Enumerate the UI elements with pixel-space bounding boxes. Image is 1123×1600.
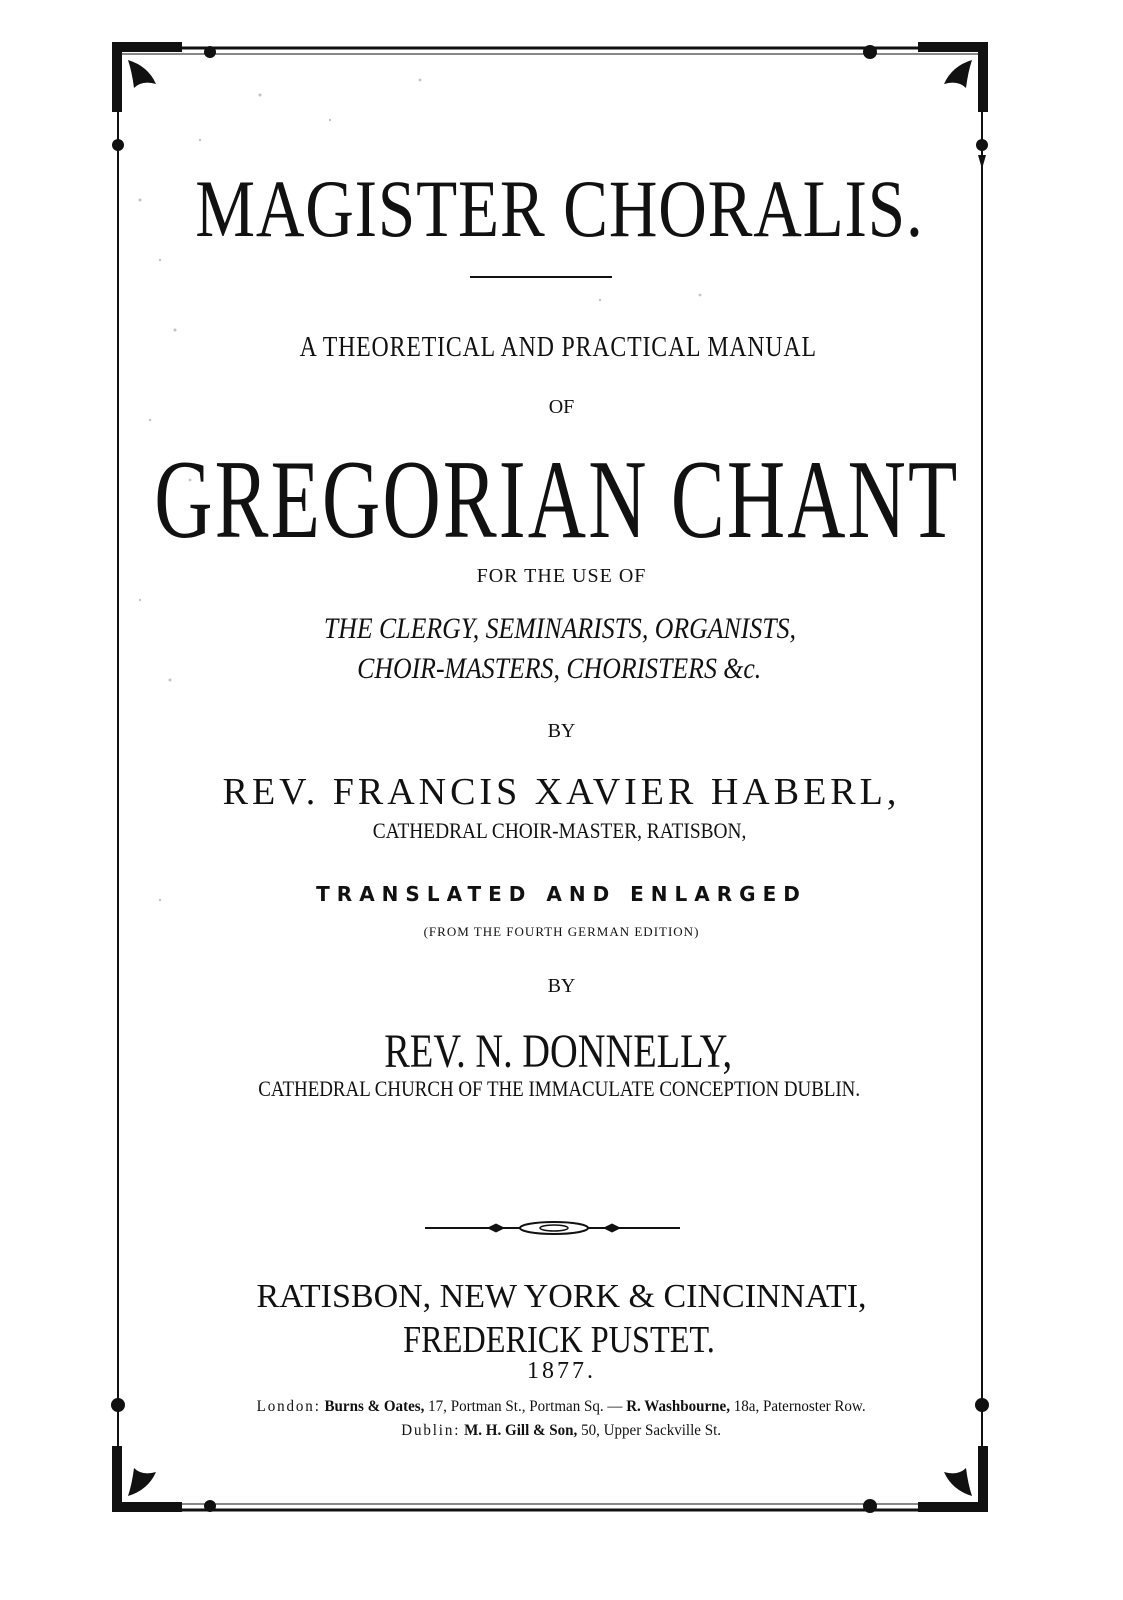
by-translator: BY: [547, 975, 576, 997]
imprint-publisher: FREDERICK PUSTET.: [403, 1319, 715, 1361]
dublin-firm: M. H. Gill & Son,: [464, 1422, 578, 1439]
book-subtitle: A THEORETICAL AND PRACTICAL MANUAL: [299, 332, 817, 363]
dublin-address: 50, Upper Sackville St.: [581, 1422, 722, 1439]
author-name: REV. FRANCIS XAVIER HABERL,: [222, 771, 901, 813]
london-address-2: 18a, Paternoster Row.: [733, 1398, 866, 1415]
of-word: OF: [548, 396, 575, 418]
london-address-1: 17, Portman St., Portman Sq. —: [428, 1398, 627, 1415]
imprint-year: 1877.: [527, 1358, 596, 1384]
imprint-cities: RATISBON, NEW YORK & CINCINNATI,: [256, 1278, 867, 1315]
london-agents: [33, 1398, 1089, 1416]
audience-line-2: CHOIR-MASTERS, CHORISTERS &c.: [357, 652, 762, 685]
author-role: CATHEDRAL CHOIR-MASTER, RATISBON,: [372, 818, 747, 843]
dublin-agents: [33, 1422, 1089, 1440]
london-firm-1: Burns & Oates,: [324, 1398, 425, 1415]
ornamental-divider: [425, 1222, 680, 1234]
for-use-of: FOR THE USE OF: [476, 565, 647, 587]
translated-note: TRANSLATED AND ENLARGED: [316, 882, 807, 906]
audience-line-1: THE CLERGY, SEMINARISTS, ORGANISTS,: [323, 612, 796, 645]
london-firm-2: R. Washbourne,: [626, 1398, 730, 1415]
corner-ornament-top-left: [112, 42, 216, 151]
main-title: GREGORIAN CHANT: [154, 438, 960, 562]
book-title: MAGISTER CHORALIS.: [195, 163, 924, 254]
by-author: BY: [547, 720, 576, 742]
translator-role: CATHEDRAL CHURCH OF THE IMMACULATE CONCEPTION DUBLIN.: [258, 1076, 861, 1101]
corner-ornament-top-right: [863, 42, 988, 169]
dublin-label: Dublin:: [401, 1422, 461, 1439]
translator-name: REV. N. DONNELLY,: [384, 1025, 733, 1078]
edition-note: (FROM THE FOURTH GERMAN EDITION): [423, 924, 700, 939]
london-label: London:: [256, 1398, 321, 1415]
